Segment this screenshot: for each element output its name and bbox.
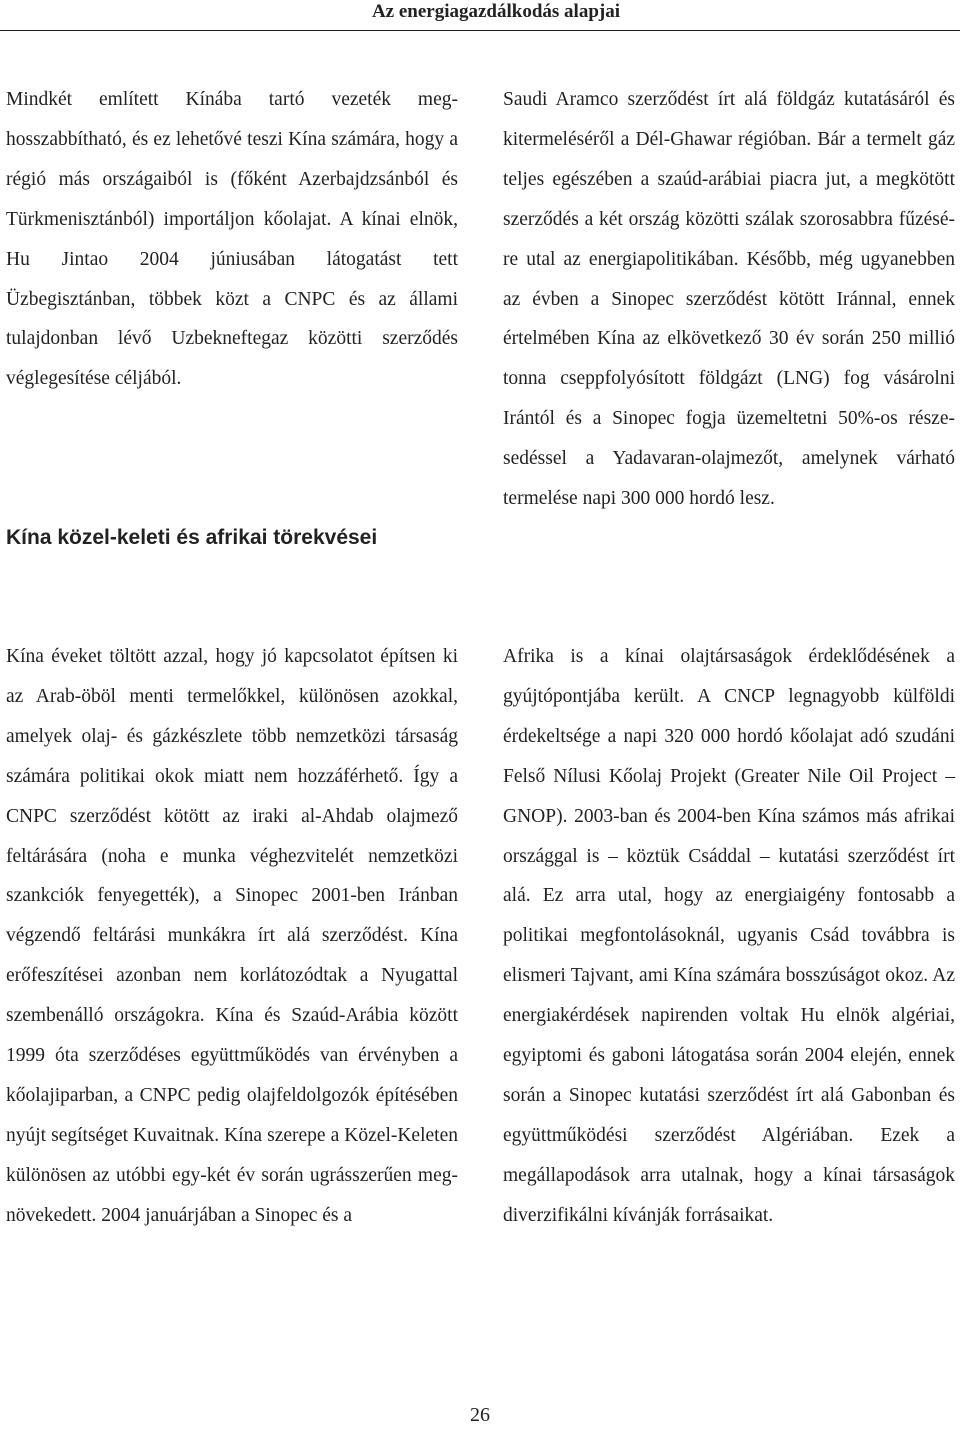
left-column-bottom [6, 637, 458, 1236]
page-header [0, 0, 960, 38]
paragraph-pipeline-extension: Mindkét említett Kínába tartó vezeték meghosszabbítható, és ez lehetővé teszi Kína számára, hogy a régió más országaiból is (főként Azerbajdzsánból és Türkmenisztánból) importáljon kőolajat. A kínai elnök, Hu Jintao 2004 júniusában látogatást tett Üzbegisztánban, többek közt a CNPC és az állami tulajdonban lévő Uzbekneftegaz közötti szerződés véglegesítése céljából. [6, 89, 458, 390]
section-heading: Kína közel-keleti és afrikai törekvései [6, 526, 378, 549]
paragraph-arab-gulf-relations: Kína éveket töltött azzal, hogy jó kapcsolatot építsen ki az Arab-öböl menti termelőkkel, különösen azokkal, amelyek olaj- és gázkészlete több nemzetközi társaság számára politikai okok miatt nem hozzáférhető. Így a CNPC szerződést kötött az iraki al-Ahdab olajmező feltárására (noha e munka véghezvitelét nemzetközi szankciók fenyegették), a Sinopec 2001-ben Iránban végzendő feltárási munkákra írt alá szerződést. Kína erőfeszítései azonban nem korlátozódtak a Nyugattal szembenálló országokra. Kína és Szaúd-Arábia között 1999 óta szerződéses együttműködés van érvényben a kőolajiparban, a CNPC pedig olajfeldolgozók építésében nyújt segítséget Kuvaitnak. Kína szerepe a Közel-Keleten különösen az utóbbi egy-két év során ugrásszerűen megnövekedett. 2004 januárjában a Sinopec és a [6, 646, 458, 1226]
running-header-title: Az energiagazdálkodás alapjai [371, 1, 620, 22]
page-number: 26 [470, 1404, 490, 1426]
paragraph-africa: Afrika is a kínai olajtársaságok érdeklődésének a gyújtópontjába került. A CNCP legnagyobb külföldi érdekeltsége a napi 320 000 hordó kőolajat adó szudáni Felső Nílusi Kőolaj Projekt (Greater Nile Oil Project – GNOP). 2003-ban és 2004-ben Kína számos más afrikai országgal is – köztük Csáddal – kutatási szerződést írt alá. Ez arra utal, hogy az energiaigény fontosabb a politikai megfontolásoknál, ugyanis Csád továbbra is elismeri Tajvant, ami Kína számára bosszúságot okoz. Az energiakérdések napirenden voltak Hu elnök algériai, egyiptomi és gaboni látogatása során 2004 elején, ennek során a Sinopec kutatási szerződést írt alá Gabonban és együttműködési szerződést Algériában. Ezek a megállapodások arra utalnak, hogy a kínai társaságok diverzifikálni kívánják forrásaikat. [503, 646, 955, 1226]
right-column-bottom [503, 637, 955, 1236]
right-column-top [503, 80, 955, 519]
header-divider [0, 30, 960, 31]
paragraph-saudi-aramco: Saudi Aramco szerződést írt alá földgáz kutatásáról és kitermeléséről a Dél-Ghawar régióban. Bár a termelt gáz teljes egészében a szaúd-arábiai piacra jut, a megkötött szerződés a két ország közötti szálak szorosabbra fűzésére utal az energiapolitikában. Később, még ugyanebben az évben a Sinopec szerződést kötött Iránnal, ennek értelmében Kína az elkövetkező 30 év során 250 millió tonna cseppfolyósított földgázt (LNG) fog vásárolni Irántól és a Sinopec fogja üzemeltetni 50%-os részesedéssel a Yadavaran-olajmezőt, amelynek várható termelése napi 300 000 hordó lesz. [503, 89, 955, 510]
left-column-top [6, 80, 458, 399]
